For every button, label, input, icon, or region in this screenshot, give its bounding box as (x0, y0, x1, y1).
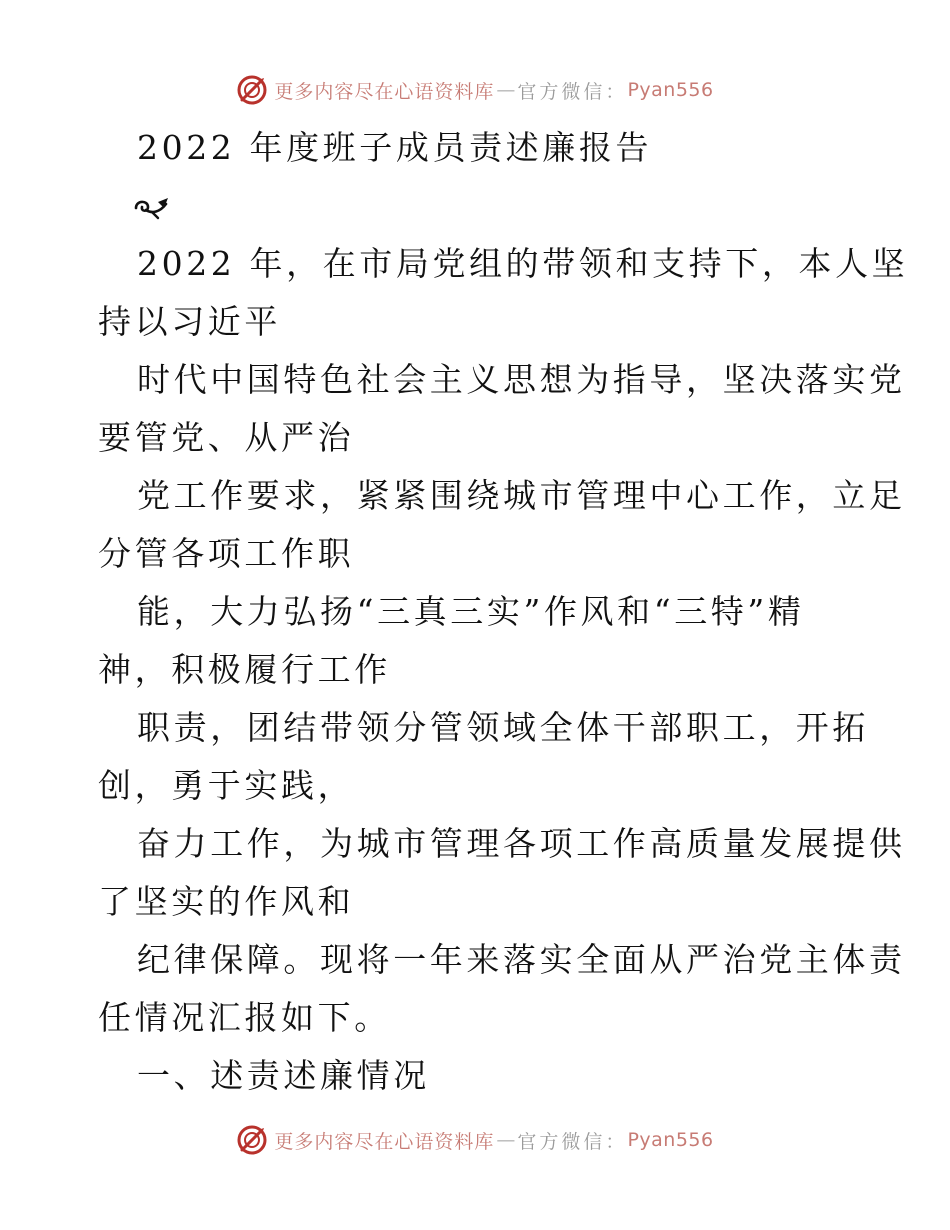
watermark-label: 官方微信： (517, 1130, 628, 1153)
paragraph-line: 党工作要求，紧紧围绕城市管理中心工作，立足 (137, 476, 906, 515)
section-heading: 一、述责述廉情况 (137, 1056, 430, 1095)
paragraph-line: 创，勇于实践， (98, 766, 355, 805)
watermark-separator: — (496, 1129, 516, 1151)
paragraph-line: 职责，团结带领分管领域全体干部职工，开拓 (137, 708, 869, 747)
logo-icon (236, 1124, 268, 1156)
watermark-handle: Pyan556 (627, 79, 714, 101)
watermark-text: 更多内容尽在心语资料库 (274, 1130, 495, 1153)
decorative-flourish-icon (132, 192, 172, 220)
watermark-header (0, 70, 950, 110)
paragraph-line: 持以习近平 (98, 302, 281, 341)
logo-icon (236, 74, 268, 106)
watermark-separator: — (496, 79, 516, 101)
paragraph-line: 奋力工作，为城市管理各项工作高质量发展提供 (137, 824, 906, 863)
paragraph-line: 能，大力弘扬“三真三实”作风和“三特”精 (137, 592, 805, 631)
watermark-text: 更多内容尽在心语资料库 (274, 80, 495, 103)
paragraph-line: 时代中国特色社会主义思想为指导，坚决落实党 (137, 360, 906, 399)
paragraph-line: 了坚实的作风和 (98, 882, 355, 921)
paragraph-line: 神，积极履行工作 (98, 650, 391, 689)
paragraph-line: 要管党、从严治 (98, 418, 355, 457)
paragraph-line: 纪律保障。现将一年来落实全面从严治党主体责 (137, 940, 906, 979)
document-title: 2022 年度班子成员责述廉报告 (137, 128, 653, 167)
paragraph-line: 任情况汇报如下。 (98, 998, 391, 1037)
paragraph-line: 2022 年，在市局党组的带领和支持下，本人坚 (137, 244, 909, 283)
watermark-label: 官方微信： (517, 80, 628, 103)
watermark-footer (0, 1120, 950, 1160)
paragraph-line: 分管各项工作职 (98, 534, 355, 573)
watermark-handle: Pyan556 (627, 1129, 714, 1151)
